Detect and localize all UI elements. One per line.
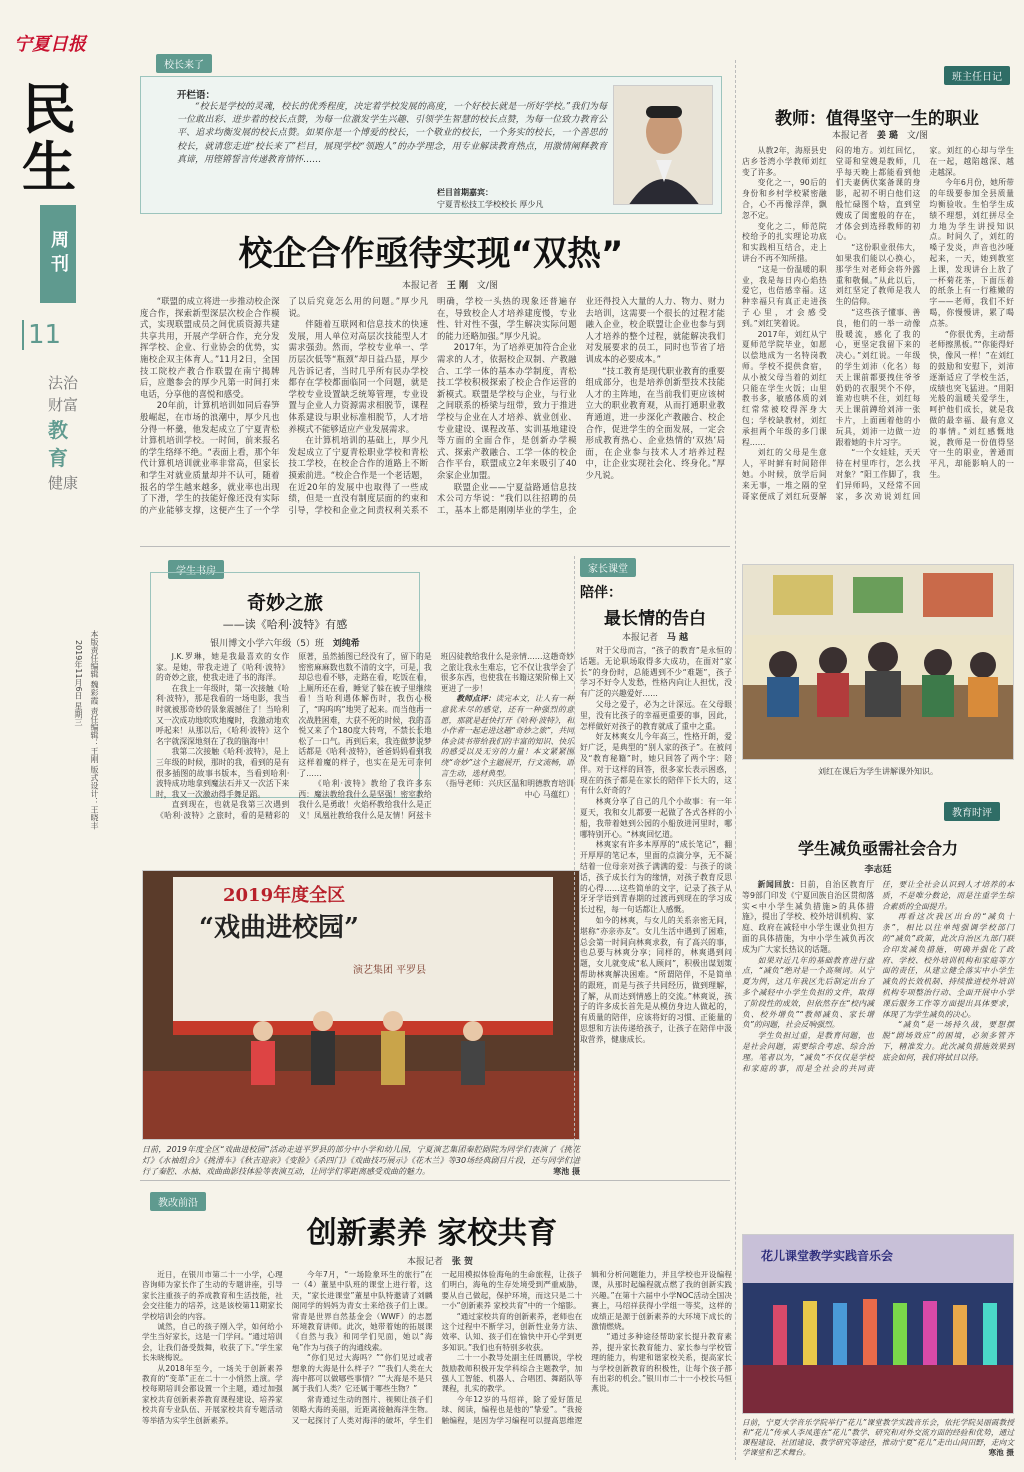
article-teacher <box>742 146 1014 556</box>
headline-accompany-1: 陪伴： <box>580 585 622 601</box>
headline-accompany-2: 最长情的告白 <box>604 609 706 629</box>
byline-prefix: 本报记者 <box>621 633 658 643</box>
paragraph: “联盟的成立将进一步推动校企深度合作，探索新型深层次校企合作模式，实现联盟成员之间优质资源共建共享共用，开展产学研合作，充分发挥学校、企业、行业协会的优势，实施校企双主体育人。”11月2日，全国技工院校产教合作联盟在南宁揭牌后，应邀参会的厚少凡第一时间打来电话，分享他的喜悦和感受。 <box>140 296 280 399</box>
headline-teacher: 教师：值得坚守一生的职业 <box>775 109 979 129</box>
category-law[interactable]: 法治 <box>48 374 79 392</box>
paragraph: 今年6月份，她所带的年级要参加全县质量均衡验收。生怕学生成绩不理想，刘红拼尽全力地为学生讲授知识点。时间久了，刘红的嗓子发炎，声音也沙哑起来，一天，她到教室上课，发现讲台上放了一杯菊花茶，下面压着的纸条上有一行稚嫩的字——老师，我们不好喝，你慢慢讲，累了喝点茶。 <box>929 178 1014 328</box>
byline-innovation <box>360 1254 520 1267</box>
byline-prefix: 本报记者 <box>402 281 439 291</box>
paragraph: 伴随着互联网和信息技术的快速发展，用人单位对高层次技能型人才需求强劲。然而，学校专业单一、学历层次低等“瓶颈”却日益凸显，厚少凡告诉记者，当时几乎所有民办学校都存在学校都面临同一个问题，就是学校专业设置缺乏统筹管理，专业设置与企业人力资源需求相脱节，课程体系建设与职业标准相脱节，人才培养模式不能够适应产业发展需求。 <box>288 319 428 434</box>
paragraph: “这些孩子懂事、善良，他们的一举一动像股暖流，感化了我的心，更坚定我留下来的决心。”刘红说。一年级的学生刘沛（化名）每天上课前都要拽住爷爷奶奶的衣服哭个不停，谁劝也哄不住，刘红每天上课前蹲给刘沛一张卡片，上面画着他的小玩具，刘沛一边做一边跟着她的卡片习字。 <box>835 307 921 447</box>
caption-opera <box>142 1144 580 1177</box>
paragraph: 父母之爱子，必为之计深远。在父母眼里，没有比孩子的幸福更重要的事，因此，怎样做好对孩子的教育就成了重中之重。 <box>580 699 732 731</box>
paragraph: 诚然，自己的孩子刚入学，如何给小学生当好家长，这是一门学问。“通过培训会，让我们备受鼓舞，收获了下。”学生家长朱晓梅说。 <box>142 1322 283 1363</box>
byline-prefix: 本报记者 <box>832 131 869 141</box>
paragraph: 今年7月，“一场险象环生的旅行”在一（4）董星中队班的课堂上进行着，这天，“家长进课堂”董星中队特邀请了刘麟阁同学的妈妈为青女士来给孩子们上课。常青是世界自然基金会（WWF）的志愿环境教育讲师。此次，她带着她的拓展课《自然与我》和同学们见面，她以“海龟”作为与孩子的沟通线索。 <box>291 1270 433 1352</box>
paragraph: 好友林爽女儿今年高三，性格开朗，爱好广泛，是典型的“别人家的孩子”。在被问及“教育秘籍”时，她只回答了两个字：陪伴。对于这样的回答，很多家长表示困惑，现在的孩子都是在家长的陪伴下长大的，这有什么好奇的？ <box>580 732 732 796</box>
paragraph: “你很优秀，主动帮老师擦黑板。”“你能得好快，像风一样！”在刘红的鼓励和安慰下，刘沛逐渐适应了学校生活，成绩也突飞猛进。“用阳光般的温暖关爱学生，呵护他们成长，就是我做的最幸福、最有意义的事情。”刘红感慨地说，教师是一份值得坚守一生的职业，普通而平凡，却能影响人的一生。 <box>929 329 1014 479</box>
article-burden <box>742 880 1014 1230</box>
principal-photo <box>613 85 713 205</box>
intro-label: 开栏语： <box>177 90 216 101</box>
paragraph: 20年前，计算机培训如同后春笋般崛起，在市场的浪潮中，厚少凡也分得一杯羹，他发起成立了宁夏青松计算机培训学校。一时间，前来报名的学生络绎不绝。“表面上看，那个年代计算机培训就业率非常高，但家长和学生对就业质量却并不认可，随着报名的学生越来越多，就业率也出现了下滑，学生的技能好像还没有实际的产业能够支撑，这便产生了一个学了以后究竟怎么用的问题。”厚少凡说。 <box>140 296 428 515</box>
paragraph: “你们见过大海吗？”“你们见过或者想象的大海是什么样子？”“我们人类在大海中都可以做哪些事情？”“大海是不是只属于我们人类？它还属于哪些生物？” <box>291 1353 433 1394</box>
editor-info: 本版责任编辑 魏彩霞 责任编辑：王刚 版式设计：王晓丰 <box>90 630 99 830</box>
author-burden: 李志廷 <box>864 865 892 875</box>
article-accompany <box>580 646 732 1246</box>
headline-innovation: 创新素养 家校共育 <box>306 1216 558 1251</box>
paragraph: 2017年，为了培养更加符合企业需求的人才，依据校企双制、产教融合、工学一体的基本办学制度，青松技工学校积极探索了校企合作运营的新模式。联盟是学校与企业，与行业之间联系的桥梁与纽带，致力于推进学校与企业在人才培养、就业创业、专业建设、课程改革、实训基地建设等方面的全面合作，是创新办学模式、探索产教融合、工学一体的校企合作平台，联盟成立2年来吸引了40余家企业加盟。 <box>437 342 577 480</box>
principal-portrait-svg <box>614 86 713 205</box>
byline-prefix: 本报记者 <box>406 1257 443 1267</box>
paragraph: “这是一份温暖的职业，我是每日内心焰热爱它，也倍感幸福。这种幸福只有真正走进孩子心里，才会感受到。”刘红笑着说。 <box>742 264 827 328</box>
banner-title: 2019年度全区 <box>223 885 346 906</box>
classroom-photo <box>742 564 1014 760</box>
paragraph: 近日，在银川市第二十一小学，心理咨询师为家长作了生动的专题讲座，引导家长注重孩子的养成教育和生活技能，社会交往能力的培养，这是该校第11期家长学校培训会的内容。 <box>142 1270 283 1321</box>
intro-box <box>140 76 722 214</box>
paragraph: 林爽分享了自己的几个小故事：有一年夏天，我和女儿都要一起做了各式各样的小船，我带着她到公园的小船放进河里时，哪哪特别开心。“林爽回忆道。 <box>580 797 732 839</box>
paragraph: “这份职业很伟大，如果我们能以心换心，那学生对老师会将外露重和敬佩。”从此以后，刘红坚定了教师是我人生的信仰。 <box>835 243 921 307</box>
paragraph: 直到现在，也就是我第三次遇到《哈利·波特》之旅时，看的是精彩的原著，虽然插图已经没有了，留下的是密密麻麻数也数不清的文字，可是，我却总也看不够，走路在看，吃饭在看，上厕所还在看，睡觉了躲在被子里继续看！当哈利遇体解伤时，我伤心极了，“呜呜呜”地哭了起来。而当他再一次战胜困难，大获不死的时候，我的喜悦又来了个180度大转弯，不禁长长地松了一口气。再到后来，我连做梦说梦话都是《哈利·波特》，爸爸妈妈看到我这样着魔的样子，也实在是无可奈何了…… <box>156 652 432 820</box>
paragraph: “通过家校共育的创新素养，老师也在这个过程中不断学习，创新性业务方法、效率、认知、孩子们在愉快中开心学到更多知识。”我们也有特别多收获。 <box>441 1311 583 1352</box>
paragraph: 我第二次接触《哈利·波特》，是上三年级的时候，那时的我，看到的是有很多插图的故事书版本，当看到哈利·波特成功地拿到魔法石并又一次活下来时，我又一次激动得手舞足蹈。 <box>156 747 290 799</box>
intro-text: “校长是学校的灵魂，校长的优秀程度，决定着学校发展的高度，一个好校长就是一所好学校。”我们为每一位敢出彩、进步着的校长点赞，为每一位激发学生兴趣、引领学生智慧的校长点赞，为每一位致力教育公平、追求均衡发展的校长点赞。如果你是一个博爱的校长，一个敬业的校长，一个务实的校长，一个善思的校长，就请您走进“校长来了”栏目，展现学校“领跑人”的办学理念，用专业解读教育热点，用激情阐释教育真谛，用铿锵誓言传递教育情怀…… <box>177 102 607 165</box>
paragraph: 再看这次我区出台的“减负十条”，相比以往单纯强调学校部门的“减负”政策，此次自治区九部门联合印发减负措施，明确并强化了政府、学校、校外培训机构和家庭等方面的责任，从建立健全落实中小学生减负的长效机制、持续推进校外培训机构专项整治行动、全面开展中小学课后服务工作等方面提出具体要求，体现了为学生减负的决心。 <box>882 912 1014 1019</box>
news-lead-label: 新闻回放： <box>757 880 800 889</box>
tag-principal: 校长来了 <box>156 54 212 73</box>
paragraph: 对于父母而言，“孩子的教育”是永恒的话题。无论职场取得多大成功，在面对“家长”的身份时，总能遇到不少“难题”，孩子学习不好令人发愁，性格内向让人担忧，没有广泛的兴趣爱好…… <box>580 646 732 699</box>
byline-teacher <box>780 128 980 141</box>
byline-accompany <box>590 630 720 643</box>
article-innovation <box>142 1270 732 1466</box>
caption-concert-credit: 寒池 摄 <box>988 1448 1014 1457</box>
category-health[interactable]: 健康 <box>48 474 79 492</box>
byline-suffix: 文/图 <box>906 131 928 141</box>
divider-middle-column <box>574 556 575 1176</box>
paragraph: 变化之二，师范院校给予的扎实理论功底和实践相互结合，走上讲台不再不知所措。 <box>742 221 827 263</box>
byline-name: 王 刚 <box>446 281 469 291</box>
tag-reform-frontier: 教改前沿 <box>150 1192 206 1211</box>
concert-photo <box>742 1234 1014 1414</box>
headline-school-enterprise: 校企合作亟待实现“双热” <box>238 234 624 274</box>
article-school-enterprise <box>140 296 725 536</box>
caption-opera-text: 日前，2019年度全区“戏曲进校园”活动走进平罗县的部分中小学和幼儿园，宁夏演艺集团秦腔剧院为同学们表演了《挑花灯》《水袖组合》《挑滑车》《秋吉迎亲》《变脸》《杀四门》《戏曲技巧展示》《花木兰》等30场经典剧目片段，还与同学们进行了秦腔、水袖、戏曲曲影技体验等表演互动，让同学们零距离感受戏曲的魅力。 <box>142 1145 580 1176</box>
masthead-logo: 宁夏日报 <box>14 34 86 55</box>
article-book <box>156 652 574 864</box>
headline-book: 奇妙之旅 <box>246 592 323 614</box>
paragraph: 从2018年至今，一场关于创新素养教育的“变革”正在二十一小悄然上演。学校每期培训会都设置一个主题，通过加强家校共育创新素养教育课程建设、培养家校共育专业队伍、开展家校共育专题活动等举措为实学生创新素养。 <box>142 1363 283 1425</box>
caption-concert-text: 日前，宁夏大学音乐学院举行“花儿”课堂教学实践音乐会，依托学院吴丽霞教授和“花儿”传承人李凤莲在“花儿”教学、研究和对外交流方面的经验和优势，通过课程建设、社团建设、教学研究等途径，推动宁夏“花儿”走出山间田野，走向文学课堂和艺术舞台。 <box>742 1418 1014 1457</box>
byline-name: 姜 璐 <box>876 131 899 141</box>
paragraph: 在计算机培训的基础上，厚少凡发起成立了宁夏青松职业学校和青松技工学校，在校企合作的道路上不断摸索前进。“校企合作是一个老话题，在近20年的发展中也取得了一些成绩，但是一直没有制度层面的约束和引导，学校和企业之间责权利关系不明确，学校一头热的现象还普遍存在，导致校企人才培养建度慢，专业性、针对性不强，学生解决实际问题的能力还略加强。”厚少凡说。 <box>288 296 577 515</box>
concert-banner: 花儿课堂教学实践音乐会 <box>761 1249 894 1263</box>
guest-name: 宁夏青松技工学校校长 厚少凡 <box>437 200 544 209</box>
paragraph: “通过多种途径帮助家长提升教育素养，提升家长教育能力、家长参与学校管理的能力，构建和谐家校关系，提高家长与学校创新教育的积极性，让每个孩子都有出彩的机会。”银川市二十一小校长马恒燕说。 <box>591 1332 732 1394</box>
category-education[interactable]: 教育 <box>48 418 68 470</box>
tag-student-study: 学生书房 <box>168 560 224 579</box>
banner-sub: 演艺集团 平罗县 <box>353 965 427 976</box>
paragraph: 二十一小教导处副主任周鹏说，学校鼓励教师积极开发学科综合主题教学，加强人工智能、机器人、合唱团、舞蹈队等课程，扎实的教学。 <box>441 1353 583 1394</box>
section-title-char-2: 生 <box>22 135 76 199</box>
paragraph: J.K.罗琳，她是我最喜欢的女作家。是她，带我走进了《哈利·波特》的奇妙之旅，使我走进了书的海洋。 <box>156 652 290 683</box>
paragraph: “技工教育是现代职业教育的重要组成部分，也是培养创新型技术技能人才的主阵地，在当前我们更应该树立大的职业教育观，从而打通职业教育通道，进一步深化产教融合、校企合作，促进学生的全面发展，一定会形成教育热心、企业热情的‘双热’局面，在企业参与技术人才培养过程中，让企业实现社会化、终身化。”厚少凡说。 <box>585 365 725 480</box>
caption-classroom: 刘红在课后为学生讲解课外知识。 <box>818 767 938 776</box>
divider-right-column <box>735 60 736 1460</box>
paragraph: 如今的林爽，与女儿的关系亲密无间，堪称“亦亲亦友”。女儿生活中遇到了困难，总会第一时间向林爽求救，有了高兴的事，也总要与林爽分享；同样的，林爽遇到问题，女儿就变成“私人顾问”，积极出谋划策帮助林爽解决困难。“所谓陪伴，不是简单的跟班，而是与孩子共同经历，做到理解，了解，从而达到情感上的交流。”林爽说，孩子的许多成长首先是从模仿身边人做起的，有质量的陪伴，应该将好的习惯、正能量的思想和方法传递给孩子，让孩子在陪伴中汲取营养，健康成长。 <box>580 915 732 1044</box>
news-lead-text: 日前，自治区教育厅等9部门印发《宁夏回族自治区贯彻落实<中小学生减负措施>的具体措施》，提出了学校、校外培训机构、家庭、政府在减轻中小学生课业负担方面的具体措施，为中小学生减负再次成为广大家长热议的话题。 <box>742 880 875 954</box>
opera-photo <box>142 870 580 1140</box>
paragraph: “一个女娃娃，天天待在村里咋行，怎么找对象？”阳工作脚了，我们异师吗，又经常不回家，多次劝说刘红回家。刘红的心却与学生在一起，越陷越深、越走越深。 <box>835 146 1014 501</box>
category-list <box>48 372 78 494</box>
tag-parent-class: 家长课堂 <box>580 558 636 577</box>
paragraph: 《哈利·波特》教给了我许多东西：魔法教给我什么是坚强！密室教给我什么是勇敢！火焰杯教给我什么是正义！凤凰社教给我什么是友情！阿兹卡班囚徒教给我什么是亲情……这趟奇妙之旅让我永生难忘，它不仅让我学会了很多东西，也使我在书籍这架阶梯上又更进了一步！ <box>298 652 574 820</box>
weekly-badge: 周刊 <box>40 205 76 303</box>
byline-name: 张 贺 <box>451 1257 474 1267</box>
teacher-credit: （指导老师：兴庆区温和明德教育培训中心 马蕴红） <box>441 779 574 799</box>
issue-date: 2019年11月6日 星期三 <box>74 640 83 727</box>
subtitle-book: ——读《哈利·波特》有感 <box>222 618 348 631</box>
author-name: 刘纯希 <box>332 639 360 649</box>
byline-school-enterprise <box>360 278 540 291</box>
caption-opera-credit: 寒池 摄 <box>553 1167 580 1176</box>
classroom-scene-svg <box>743 565 1014 760</box>
paragraph: 刘红的父母是生意人，平时鲜有时间陪伴她。小时候，放学后间来无事，一堆之隔的堂哥家便成了刘红玩耍解闷的地方。刘红回忆，堂哥和堂嫂是教师，几乎每天晚上都能看到他们夫妻俩伏案备课的身影，起初不明白他们这般忙碌图个啥，直到堂嫂成了闺蜜般的存在，才体会到选择教师的初心。 <box>742 146 921 501</box>
comment-label: 教师点评： <box>456 694 496 704</box>
paragraph: 常青通过生动的图片、视频让孩子们领略大海的美丽，近距离接触海洋生物。又一起探讨了人类对海洋的破坏，学生们一起用模拟体验海龟的生命旅程，让孩子们明白，海龟的生存处境受到严重威胁，要从自己做起，保护环境，而这只是二十一小“创新素养 家校共育”中的一个缩影。 <box>291 1270 583 1425</box>
paragraph: 学生负担过重，是教育问题，也是社会问题，需要综合考虑、综合治理。笔者以为，“减负”不仅仅是学校和家庭的事，而是全社会的共同责任，要让全社会认识到人才培养的本质，不是唯分数论，而是注重学生综合素质的全面提升。 <box>742 880 1014 1073</box>
guest-label: 栏目首期嘉宾： <box>437 188 493 197</box>
paragraph: 从教2年，海原县史店乡苍湾小学教师刘红变了许多。 <box>742 146 827 177</box>
byline-name: 马 越 <box>666 633 689 643</box>
paragraph: 今年12岁的马绍祥，除了爱好篮足球、阅读，编程也是他的“挚爱”。“我接触编程，是因为学习编程可以提高思维逻辑和分析问题能力，并且学校也开设编程课，从那时起编程就点燃了我的创新实践兴趣。”在第十六届中小学NOC活动全国决赛上，马绍祥获得小学组一等奖，这样的成绩正是源于创新素养的大环境下成长的激情燃烧。 <box>441 1270 732 1425</box>
comment-text: 读完本文，让人有一种意犹未尽的感觉，还有一种强烈的意愿，那就是赶快打开《哈利·波特》，和小作者一起走进这趟“奇妙之旅”，共同体会读书带给我们的丰富的知识、快乐的感受以及无穷的力量！本文紧紧围绕“奇妙”这个主题展开，行文流畅，语言生动，选材典型。 <box>440 694 574 778</box>
section-title-char-1: 民 <box>22 77 76 141</box>
banner-main: “戏曲进校园” <box>199 913 359 943</box>
paragraph: 如果对近几年的基础教育进行盘点，“减负”绝对是一个高频词。从宁夏为例，这几年我区先后制定出台了多个减轻中小学生负担的文件，取得了阶段性的成效，但依然存在“校内减负、校外增负”“教师减负、家长增负”的问题，社会反响强烈。 <box>742 955 874 1030</box>
page-number: 11 <box>22 320 72 350</box>
paragraph: “减负”是一场持久战，要想摆脱“剧场效应”的困境，必须多管齐下，精准发力。此次减负措施效果到底会如何，我们将拭目以待。 <box>882 1020 1014 1062</box>
paragraph: 联盟企业——宁夏益路通信息技术公司方华说：“我们以往招聘的员工，基本上都是刚刚毕业的学生，企业还得投入大量的人力、物力、财力去培训，这需要一个很长的过程才能融入企业，校企联盟让企业也参与到人才培养的整个过程，就能解决我们对发展要求的员工，同时也节省了培训成本的必要成本。” <box>437 296 725 515</box>
caption-concert <box>742 1418 1014 1458</box>
category-wealth[interactable]: 财富 <box>48 396 79 414</box>
tag-education-commentary: 教育时评 <box>944 802 1000 821</box>
divider-bottom <box>140 1180 730 1181</box>
paragraph: 林爽家有许多本厚厚的“成长笔记”，翻开厚厚的笔记本，里面的点滴分享，无不凝结着一位母亲对孩子满满的爱：与孩子的谈话，孩子成长行为的缘情，对孩子教育反思的心得……这些简单的文字，记录了孩子从牙牙学语到青春期的过渡再到现在的学习成长过程，每一句话都让人感慨。 <box>580 840 732 915</box>
headline-burden: 学生减负亟需社会合力 <box>797 839 958 858</box>
paragraph: 变化之一，90后的身份和乡村学校紧密融合，心不再像浮萍，飘忽不定。 <box>742 178 827 220</box>
news-lead <box>742 880 874 956</box>
author-school: 银川博文小学六年级（5）班 <box>210 639 324 649</box>
teacher-comment <box>441 694 574 779</box>
tag-teacher-diary: 班主任日记 <box>944 66 1010 85</box>
byline-suffix: 文/图 <box>476 281 498 291</box>
divider-top-middle <box>140 546 730 547</box>
section-title <box>22 77 92 199</box>
paragraph: 2017年，刘红从宁夏师范学院毕业，如愿以偿地成为一名特岗教师。学校不提供食宿，从小被父母当着的刘红只能在学生火饭；山里教书多，敏感体质的刘红常常被咬得浑身大包；学校缺教材，刘红承担两个年级的多门课程…… <box>742 329 827 447</box>
paragraph: 在我上一年级时，第一次接触《哈利·波特》，那是我看的一场电影，我当时就被那奇妙的景象震撼住了！当哈利又一次成功地吹吹地魔时，我激动地欢呼起来！从那以后，《哈利·波特》这个名字就深深地刻在了我的脑海中！ <box>156 683 290 746</box>
author-book <box>150 636 420 649</box>
